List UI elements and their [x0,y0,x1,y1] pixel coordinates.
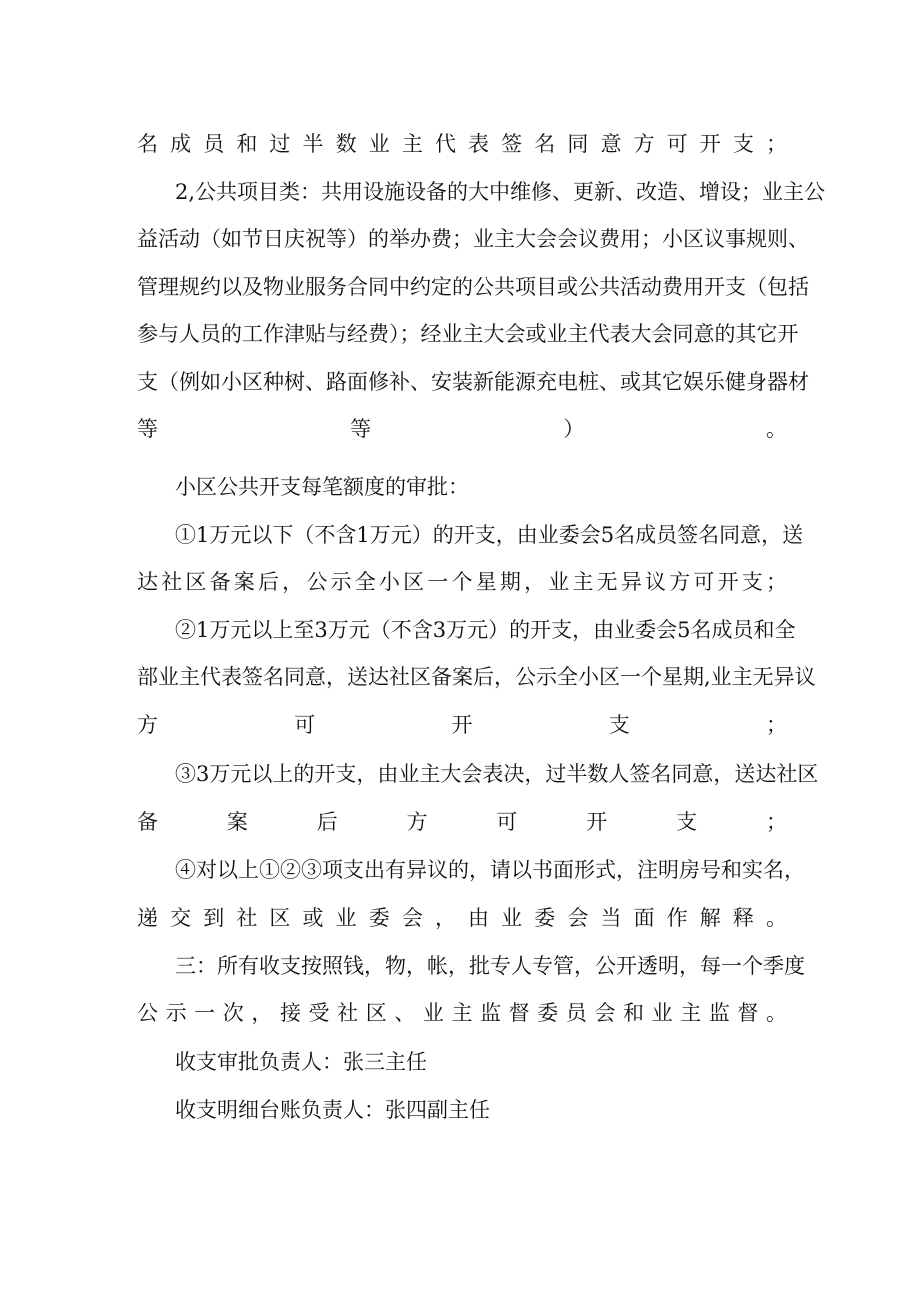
text-line: 小区公共开支每笔额度的审批： [175,475,469,499]
text-line: 收支明细台账负责人：张四副主任 [175,1098,490,1122]
text-line: ①1万元以下（不含1万元）的开支，由业委会5名成员签名同意，送 [175,523,804,547]
text-line: 公示一次，接受社区、业主监督委员会和业主监督。 [137,1001,787,1025]
text-line: 支（例如小区种树、路面修补、安装新能源充电桩、或其它娱乐健身器材 [137,370,809,394]
text-line: 2,公共项目类：共用设施设备的大中维修、更新、改造、增设；业主公 [175,180,826,204]
text-line: 部业主代表签名同意，送达社区备案后，公示全小区一个星期,业主无异议 [137,665,816,689]
text-line: 备案后方可开支； [137,810,787,834]
text-line: ④对以上①②③项支出有异议的，请以书面形式，注明房号和实名， [175,858,805,882]
text-line: 递交到社区或业委会，由业委会当面作解释。 [137,906,787,930]
text-line: 管理规约以及物业服务合同中约定的公共项目或公共活动费用开支（包括 [137,275,809,299]
text-line: ③3万元以上的开支，由业主大会表决，过半数人签名同意，送达社区 [175,762,819,786]
text-line: 参与人员的工作津贴与经费）；经业主大会或业主代表大会同意的其它开 [137,322,799,346]
text-line: 达社区备案后，公示全小区一个星期，业主无异议方可开支； [137,570,787,594]
text-line: 收支审批负责人：张三主任 [175,1050,427,1074]
text-line: 方可开支； [137,713,787,737]
text-line: 三：所有收支按照钱，物，帐，批专人专管，公开透明，每一个季度 [175,954,805,978]
text-line: 名成员和过半数业主代表签名同意方可开支； [137,132,787,156]
text-line: ②1万元以上至3万元（不含3万元）的开支，由业委会5名成员和全 [175,618,796,642]
text-line: 等等）。 [137,417,787,441]
text-line: 益活动（如节日庆祝等）的举办费；业主大会会议费用；小区议事规则、 [137,227,809,251]
